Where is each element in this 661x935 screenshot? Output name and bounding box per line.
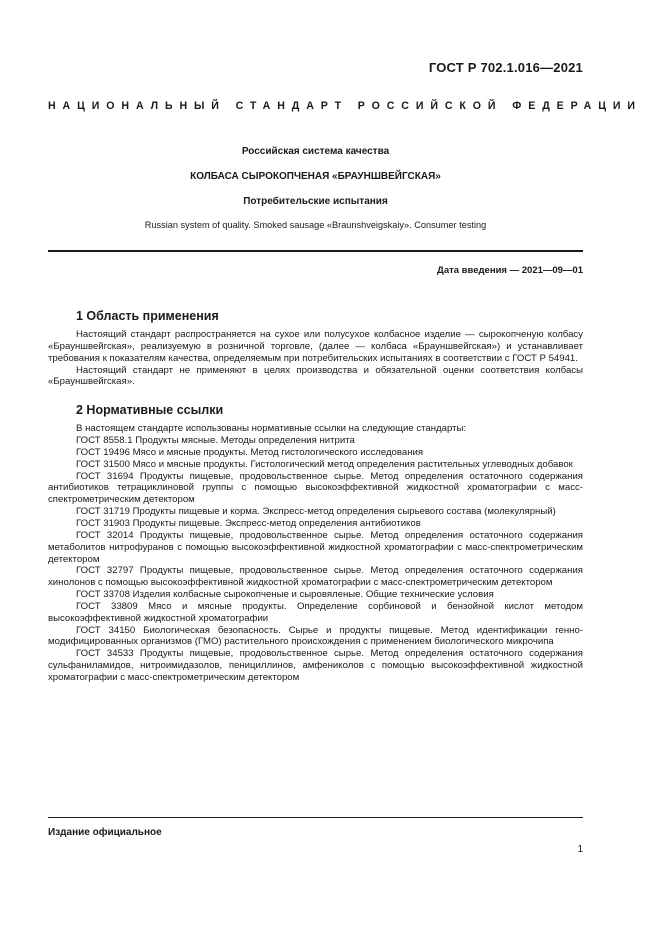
normative-reference: ГОСТ 8558.1 Продукты мясные. Методы определения нитрита: [76, 435, 355, 447]
normative-reference: ГОСТ 31500 Мясо и мясные продукты. Гистологический метод определения растительных углеводных добавок: [76, 458, 573, 470]
testing-title: Потребительские испытания: [243, 196, 388, 207]
normative-reference: ГОСТ 31719 Продукты пищевые и корма. Экспресс-метод определения сырьевого состава (молекулярный): [76, 506, 556, 518]
english-title: Russian system of quality. Smoked sausage «Braunshveigskaiy». Consumer testing: [144, 220, 487, 230]
normative-reference: ГОСТ 34533 Продукты пищевые, продовольственное сырье. Метод определения остаточного содержания сульфаниламидов, нитроимидазолов, пенициллинов, амфениколов с помощью высокоэффективной жидкостной хроматографии с масс-спектрометрическим детектором: [48, 648, 583, 683]
normative-reference: ГОСТ 31694 Продукты пищевые, продовольственное сырье. Метод определения остаточного содержания антибиотиков тетрациклиновой группы с помощью высокоэффективной жидкостной хроматографии с масс-спектрометрическим детектором: [48, 470, 583, 506]
section-1-paragraph: Настоящий стандарт распространяется на сухое или полусухое колбасное изделие — сырокопченую колбасу «Брауншвейгская», реализуемую в розничной торговле, (далее — колбаса «Брауншвейгская») и устанавливает требования к показателям качества, определяемым при потребительских испытаниях в соответствии с ГОСТ Р 54941.: [48, 329, 583, 364]
official-edition-label: Издание официальное: [48, 827, 162, 838]
normative-reference: ГОСТ 31903 Продукты пищевые. Экспресс-метод определения антибиотиков: [76, 517, 421, 529]
national-standard-title: НАЦИОНАЛЬНЫЙ СТАНДАРТ РОССИЙСКОЙ ФЕДЕРАЦИИ: [48, 100, 642, 112]
introduction-date: Дата введения — 2021—09—01: [437, 265, 583, 276]
document-title-block: [48, 145, 583, 232]
page-number: 1: [577, 844, 583, 855]
normative-reference: ГОСТ 32797 Продукты пищевые, продовольственное сырье. Метод определения остаточного содержания хинолонов с помощью высокоэффективной жидкостной хроматографии с масс-спектрометрическим детектором: [48, 565, 583, 589]
footer-divider: [48, 817, 583, 818]
quality-system-title: Российская система качества: [241, 146, 390, 157]
section-1-paragraph: Настоящий стандарт не применяют в целях производства и обязательной оценки соответствия колбасы «Брауншвейгская».: [48, 364, 583, 388]
section-2-heading: 2 Нормативные ссылки: [76, 403, 224, 418]
section-1-heading: 1 Область применения: [76, 309, 219, 323]
normative-reference: ГОСТ 33809 Мясо и мясные продукты. Определение сорбиновой и бензойной кислот методом высокоэффективной жидкостной хроматографии: [48, 600, 583, 624]
normative-reference: ГОСТ 33708 Изделия колбасные сырокопченые и сыровяленые. Общие технические условия: [76, 589, 494, 601]
gost-code: ГОСТ Р 702.1.016—2021: [428, 60, 583, 75]
section-2-paragraph: В настоящем стандарте использованы нормативные ссылки на следующие стандарты:: [76, 423, 467, 435]
normative-reference: ГОСТ 19496 Мясо и мясные продукты. Метод гистологического исследования: [76, 446, 424, 458]
normative-reference: ГОСТ 34150 Биологическая безопасность. Сырье и продукты пищевые. Метод идентификации генно-модифицированных организмов (ГМО) растительного происхождения с применением биологического микрочипа: [48, 624, 583, 648]
normative-reference: ГОСТ 32014 Продукты пищевые, продовольственное сырье. Метод определения остаточного содержания метаболитов нитрофуранов с помощью высокоэффективной жидкостной хроматографии с масс-спектрометрическим детектором: [48, 529, 583, 565]
document-body: [48, 308, 583, 684]
product-title: КОЛБАСА СЫРОКОПЧЕНАЯ «БРАУНШВЕЙГСКАЯ»: [190, 171, 441, 182]
header-divider: [48, 250, 583, 252]
